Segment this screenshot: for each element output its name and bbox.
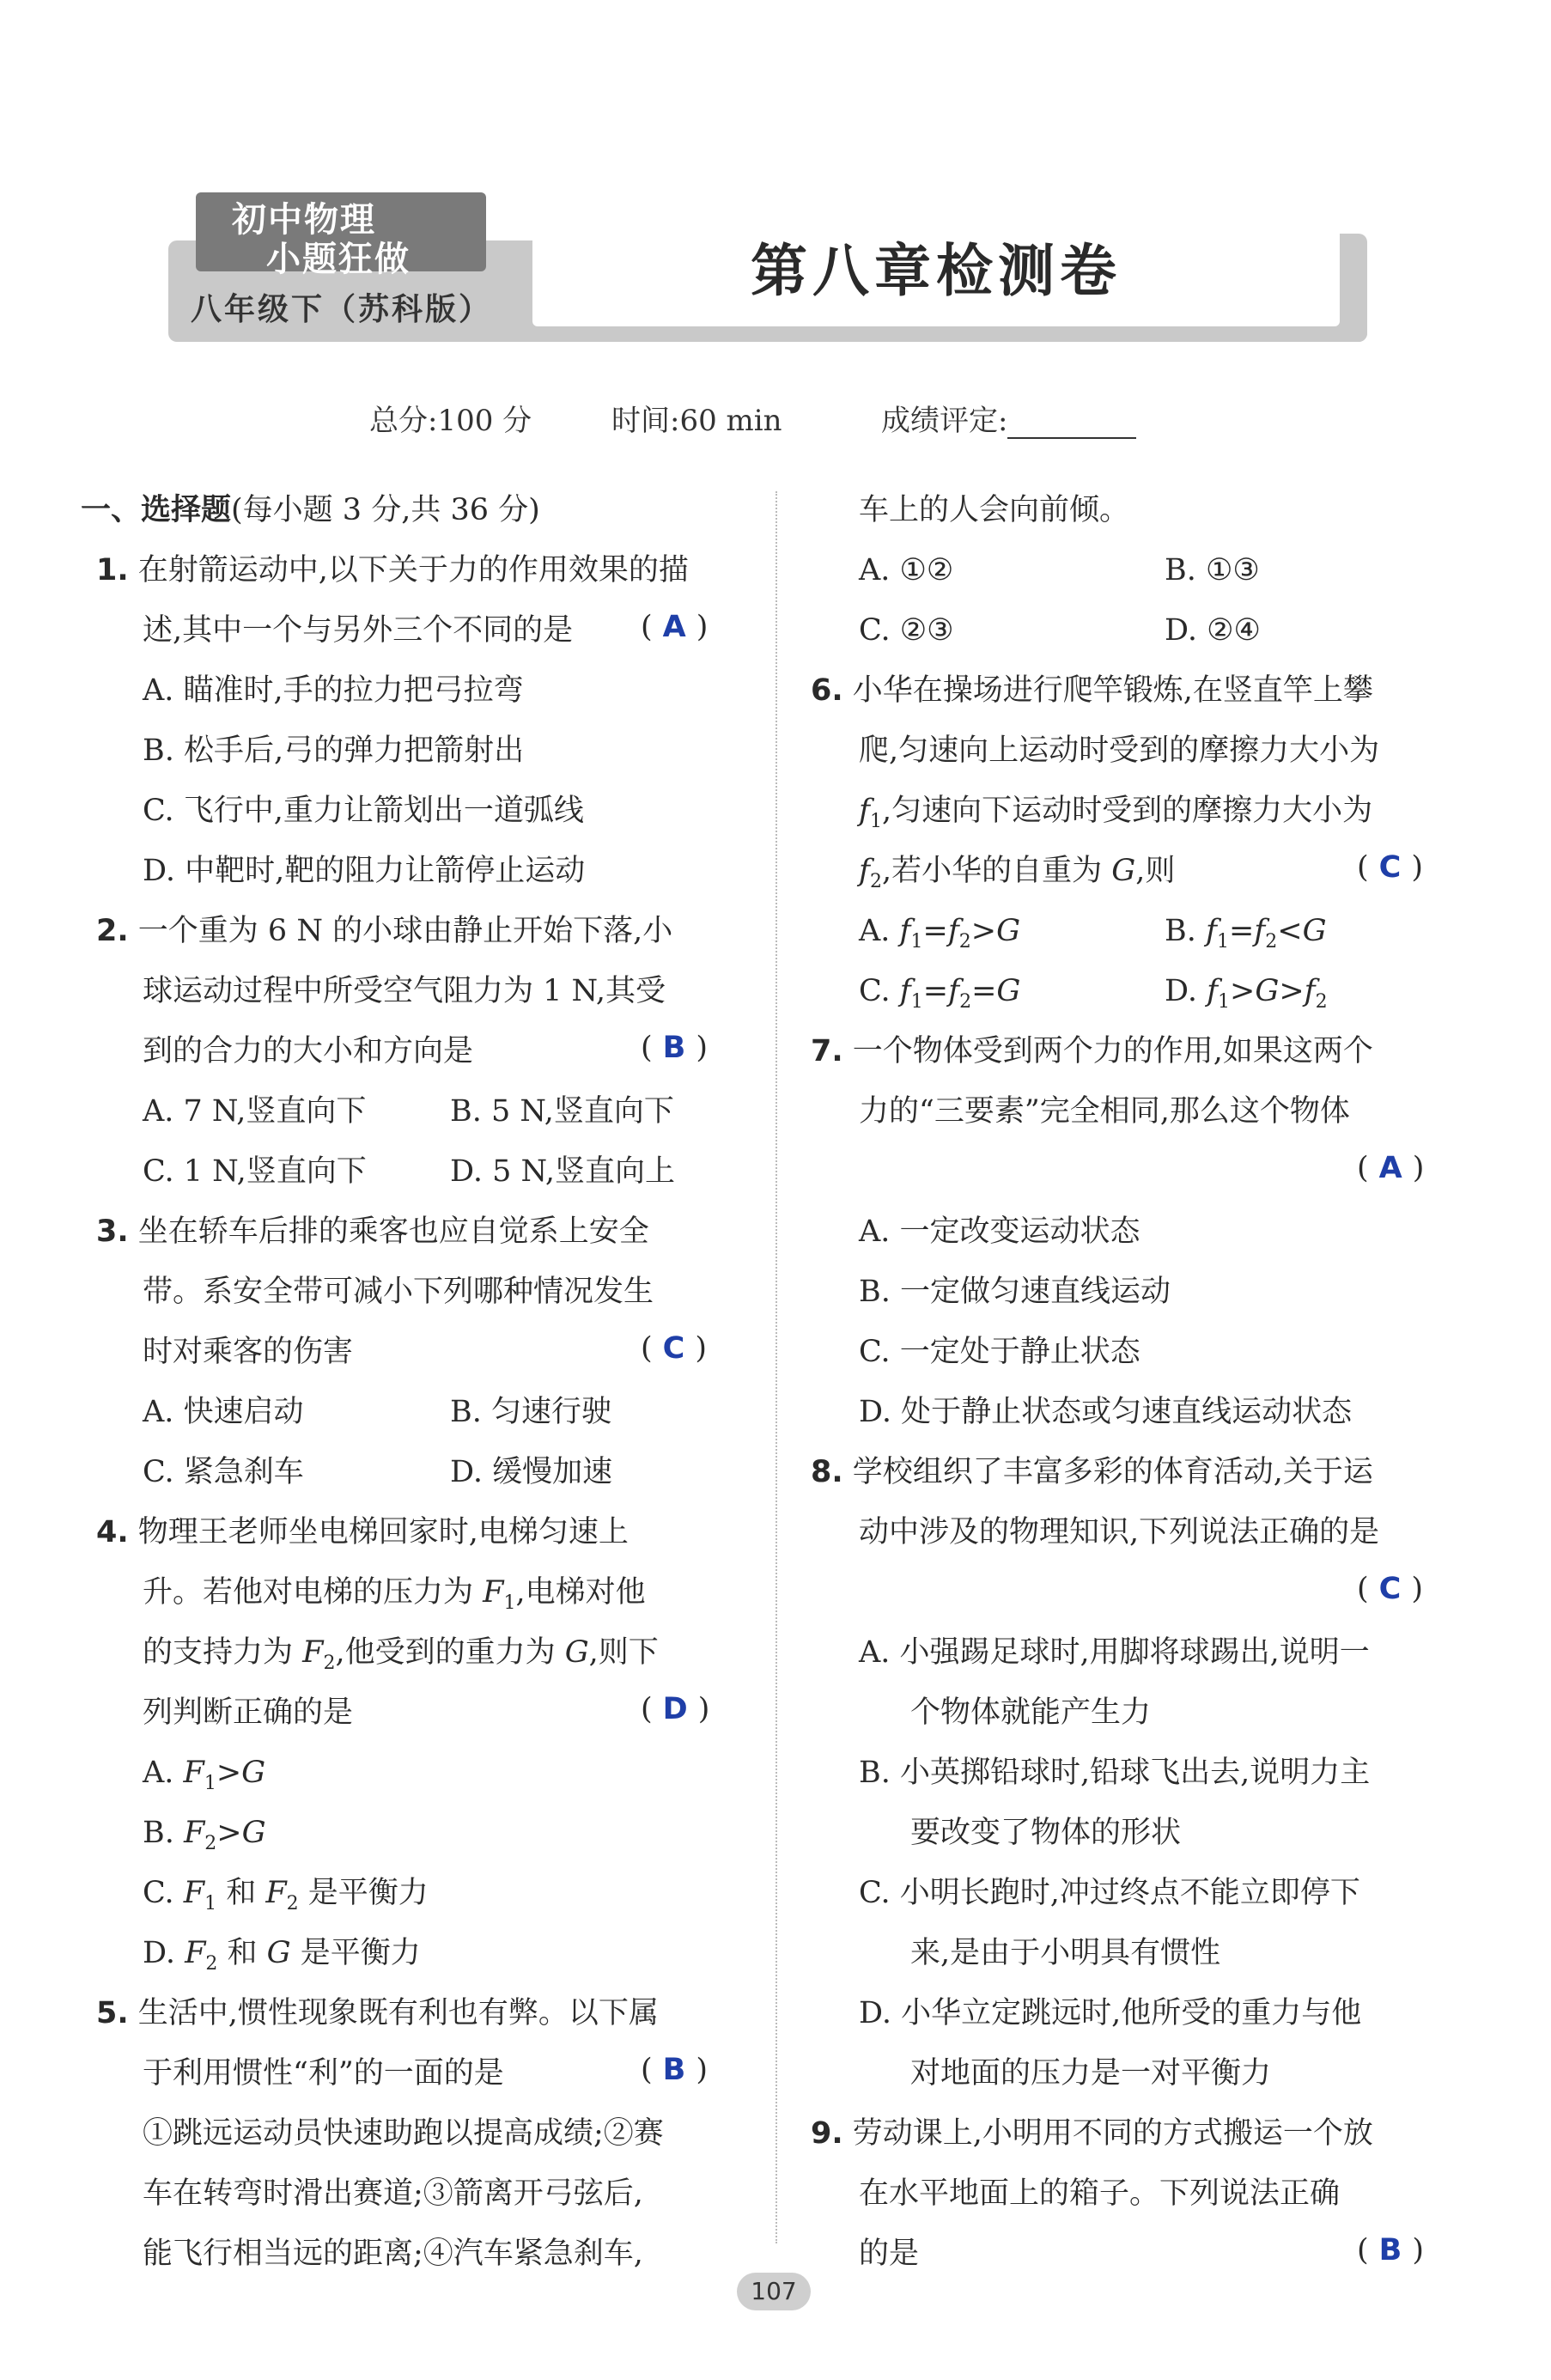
q3-option-b: B. 匀速行驶 xyxy=(450,1395,611,1429)
q7-answer: ( A ) xyxy=(1357,1151,1425,1185)
q7-stem-line1: 7. 一个物体受到两个力的作用,如果这两个 xyxy=(811,1034,1373,1068)
grade-label: 八年级下（苏科版） xyxy=(191,292,493,327)
q3-option-a: A. 快速启动 xyxy=(143,1395,304,1429)
q5-option-c: C. ②③ xyxy=(859,613,954,648)
grade-evaluation xyxy=(881,397,1136,439)
page-number: 107 xyxy=(737,2273,811,2310)
q8-number: 8. xyxy=(811,1455,843,1489)
q8-option-d-line1: D. 小华立定跳远时,他所受的重力与他 xyxy=(859,1996,1362,2030)
q6-option-b: B. $f_1=f_2<G$ xyxy=(1165,914,1327,953)
q6-stem-line2: 爬,匀速向上运动时受到的摩擦力大小为 xyxy=(859,733,1380,768)
q4-number: 4. xyxy=(96,1515,129,1549)
q9-answer: ( B ) xyxy=(1357,2233,1424,2267)
q1-option-d: D. 中靶时,靶的阻力让箭停止运动 xyxy=(143,854,586,888)
q1-option-a: A. 瞄准时,手的拉力把弓拉弯 xyxy=(143,673,524,708)
q6-answer: ( C ) xyxy=(1357,850,1423,885)
exam-time: 时间:60 min xyxy=(611,404,782,438)
q5-statements-line2: 车在转弯时滑出赛道;③箭离开弓弦后, xyxy=(143,2176,643,2211)
q5-option-d: D. ②④ xyxy=(1165,613,1261,648)
q3-number: 3. xyxy=(96,1214,129,1249)
q3-stem-line2: 带。系安全带可减小下列哪种情况发生 xyxy=(143,1275,654,1309)
q3-stem-line1: 3. 坐在轿车后排的乘客也应自觉系上安全 xyxy=(96,1214,649,1249)
q7-option-a: A. 一定改变运动状态 xyxy=(859,1214,1140,1249)
q2-number: 2. xyxy=(96,914,129,948)
q1-option-c: C. 飞行中,重力让箭划出一道弧线 xyxy=(143,794,584,828)
book-title-line1: 初中物理 xyxy=(232,200,376,240)
q8-option-a-line2: 个物体就能产生力 xyxy=(910,1695,1152,1730)
q2-option-d: D. 5 N,竖直向上 xyxy=(450,1154,675,1189)
q1-stem-line1: 1. 在射箭运动中,以下关于力的作用效果的描 xyxy=(96,553,689,587)
q2-option-c: C. 1 N,竖直向下 xyxy=(143,1154,367,1189)
q8-option-d-line2: 对地面的压力是一对平衡力 xyxy=(910,2056,1272,2091)
q6-stem-line3: $f_1$,匀速向下运动时受到的摩擦力大小为 xyxy=(859,794,1373,832)
q4-option-a: A. $F_1>G$ xyxy=(143,1756,266,1794)
q2-stem-line3: 到的合力的大小和方向是 xyxy=(143,1034,474,1068)
q4-stem-line2: 升。若他对电梯的压力为 $F_1$,电梯对他 xyxy=(143,1575,646,1614)
q5-option-b: B. ①③ xyxy=(1165,553,1260,587)
q9-stem-line2: 在水平地面上的箱子。下列说法正确 xyxy=(859,2176,1341,2211)
grade-blank xyxy=(1007,411,1136,439)
q3-answer: ( C ) xyxy=(641,1331,707,1366)
q8-option-b-line2: 要改变了物体的形状 xyxy=(910,1816,1182,1850)
q6-stem-line1: 6. 小华在操场进行爬竿锻炼,在竖直竿上攀 xyxy=(811,673,1373,708)
grade-evaluation-label: 成绩评定: xyxy=(881,404,1008,438)
column-divider xyxy=(776,491,777,2243)
q2-option-a: A. 7 N,竖直向下 xyxy=(143,1094,367,1129)
q4-stem-line3: 的支持力为 $F_2$,他受到的重力为 G,则下 xyxy=(143,1635,659,1674)
q5-option-a: A. ①② xyxy=(859,553,954,587)
q8-answer: ( C ) xyxy=(1357,1572,1423,1606)
q8-stem-line2: 动中涉及的物理知识,下列说法正确的是 xyxy=(859,1515,1380,1549)
q2-option-b: B. 5 N,竖直向下 xyxy=(450,1094,674,1129)
section-note: (每小题 3 分,共 36 分) xyxy=(231,493,540,527)
q2-stem-line1: 2. 一个重为 6 N 的小球由静止开始下落,小 xyxy=(96,914,673,948)
q2-stem-line2: 球运动过程中所受空气阻力为 1 N,其受 xyxy=(143,974,666,1008)
q1-answer: ( A ) xyxy=(641,610,709,644)
q3-option-d: D. 缓慢加速 xyxy=(450,1455,613,1489)
q8-stem-line1: 8. 学校组织了丰富多彩的体育活动,关于运 xyxy=(811,1455,1373,1489)
q7-number: 7. xyxy=(811,1034,843,1068)
q5-statements-line4: 车上的人会向前倾。 xyxy=(859,493,1130,527)
section-heading xyxy=(81,493,540,527)
q4-answer: ( D ) xyxy=(641,1692,710,1726)
q5-answer: ( B ) xyxy=(641,2053,708,2087)
book-title-line2: 小题狂做 xyxy=(266,240,411,279)
q6-option-a: A. $f_1=f_2>G$ xyxy=(859,914,1021,953)
q7-option-d: D. 处于静止状态或匀速直线运动状态 xyxy=(859,1395,1353,1429)
section-title: 一、选择题 xyxy=(81,493,232,527)
q9-number: 9. xyxy=(811,2116,843,2151)
q6-option-d: D. $f_1>G>f_2$ xyxy=(1165,974,1328,1013)
q6-number: 6. xyxy=(811,673,843,708)
q5-statements-line1: ①跳远运动员快速助跑以提高成绩;②赛 xyxy=(143,2116,664,2151)
q5-statements-line3: 能飞行相当远的距离;④汽车紧急刹车, xyxy=(143,2237,643,2271)
q4-option-b: B. $F_2>G$ xyxy=(143,1816,266,1854)
q2-answer: ( B ) xyxy=(641,1031,708,1065)
page-title: 第八章检测卷 xyxy=(751,238,1122,304)
q1-option-b: B. 松手后,弓的弹力把箭射出 xyxy=(143,733,525,768)
q3-option-c: C. 紧急刹车 xyxy=(143,1455,304,1489)
q8-option-c-line1: C. 小明长跑时,冲过终点不能立即停下 xyxy=(859,1876,1360,1910)
q1-stem-line2: 述,其中一个与另外三个不同的是 xyxy=(143,613,574,648)
q4-option-c: C. $F_1$ 和 $F_2$ 是平衡力 xyxy=(143,1876,429,1914)
q6-option-c: C. $f_1=f_2=G$ xyxy=(859,974,1021,1013)
q4-stem-line4: 列判断正确的是 xyxy=(143,1695,354,1730)
q7-option-b: B. 一定做匀速直线运动 xyxy=(859,1275,1171,1309)
q8-option-c-line2: 来,是由于小明具有惯性 xyxy=(910,1936,1221,1970)
q5-number: 5. xyxy=(96,1996,129,2030)
q7-option-c: C. 一定处于静止状态 xyxy=(859,1335,1140,1369)
q5-stem-line2: 于利用惯性“利”的一面的是 xyxy=(143,2056,504,2091)
q4-option-d: D. $F_2$ 和 G 是平衡力 xyxy=(143,1936,421,1975)
q9-stem-line3: 的是 xyxy=(859,2237,920,2271)
q6-stem-line4: $f_2$,若小华的自重为 G,则 xyxy=(859,854,1176,892)
q3-stem-line3: 时对乘客的伤害 xyxy=(143,1335,354,1369)
q8-option-a-line1: A. 小强踢足球时,用脚将球踢出,说明一 xyxy=(859,1635,1370,1670)
total-score: 总分:100 分 xyxy=(369,404,532,438)
q4-stem-line1: 4. 物理王老师坐电梯回家时,电梯匀速上 xyxy=(96,1515,629,1549)
q9-stem-line1: 9. 劳动课上,小明用不同的方式搬运一个放 xyxy=(811,2116,1373,2151)
q5-stem-line1: 5. 生活中,惯性现象既有利也有弊。以下属 xyxy=(96,1996,659,2030)
q1-number: 1. xyxy=(96,553,129,587)
q8-option-b-line1: B. 小英掷铅球时,铅球飞出去,说明力主 xyxy=(859,1756,1371,1790)
q7-stem-line2: 力的“三要素”完全相同,那么这个物体 xyxy=(859,1094,1350,1129)
